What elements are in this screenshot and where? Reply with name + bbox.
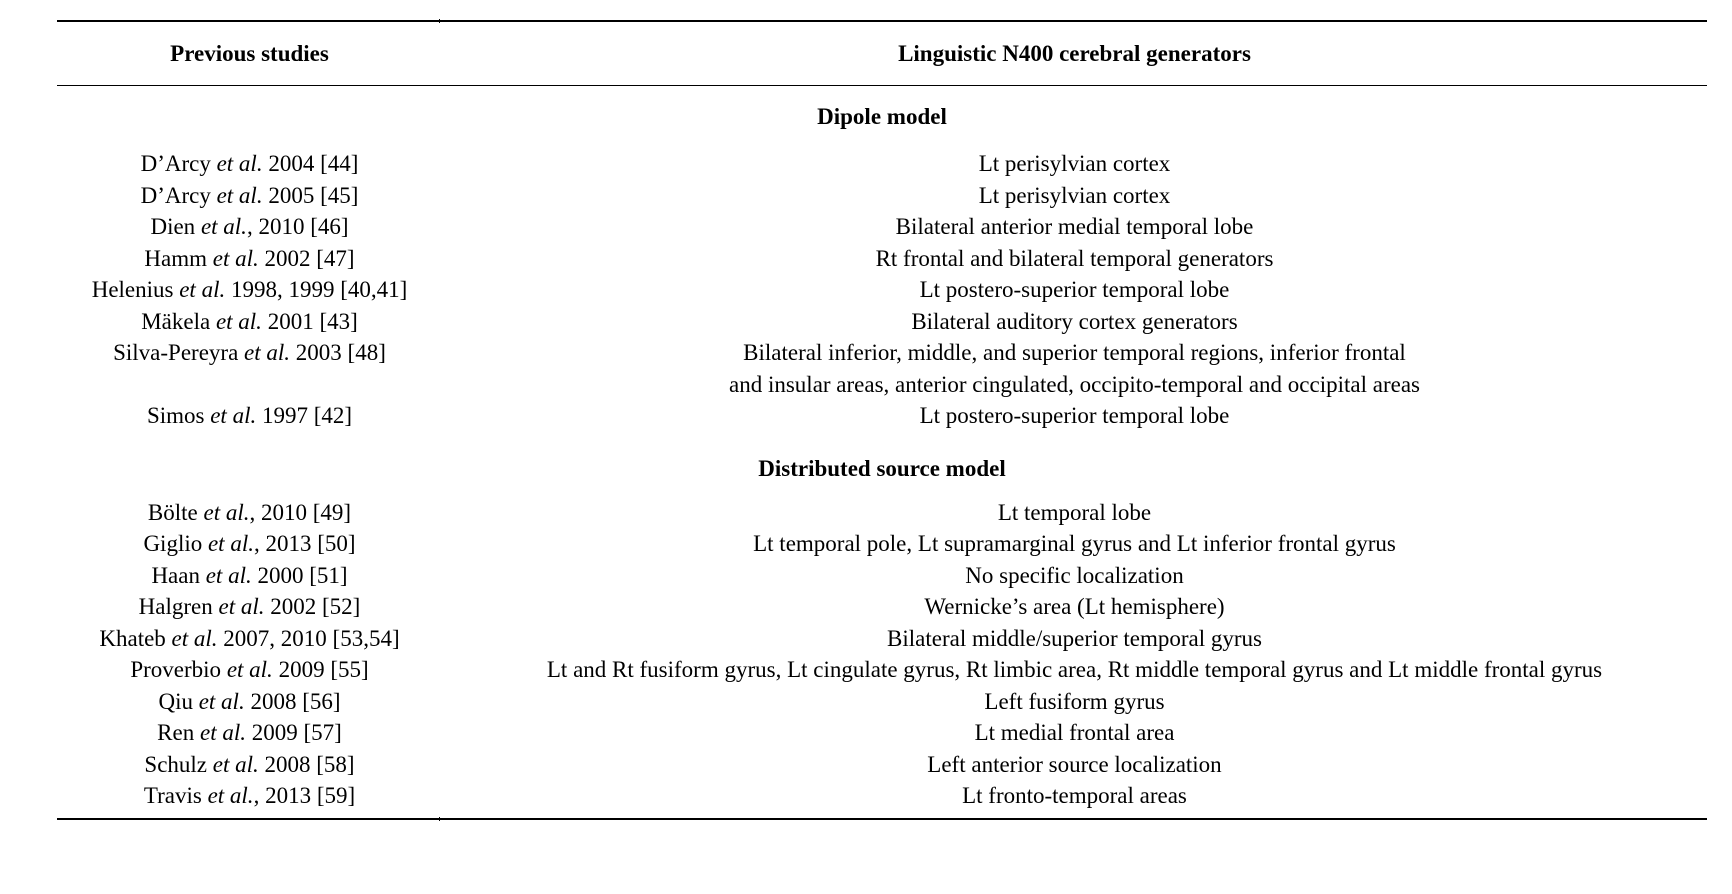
- study-author: Schulz: [144, 751, 208, 777]
- study-citation: [57, 306, 442, 338]
- study-citation: [57, 148, 442, 180]
- study-etal: et al.: [218, 594, 265, 619]
- cerebral-generators: [442, 306, 1707, 338]
- generator-line: Lt postero-superior temporal lobe: [919, 277, 1230, 302]
- study-year-ref: 2007, 2010 [53,54]: [217, 625, 400, 651]
- generator-line: Bilateral inferior, middle, and superior temporal regions, inferior frontal: [743, 340, 1406, 365]
- study-year-ref: 1998, 1999 [40,41]: [225, 277, 408, 302]
- cerebral-generators: [442, 497, 1707, 529]
- cerebral-generators: [442, 243, 1707, 275]
- study-year-ref: 2008 [58]: [258, 751, 355, 777]
- study-citation: [57, 274, 442, 306]
- cerebral-generators: [442, 148, 1707, 180]
- study-etal: et al.: [207, 783, 254, 808]
- generator-line: Lt perisylvian cortex: [978, 182, 1171, 208]
- study-etal: et al.: [216, 151, 263, 176]
- study-author: Qiu: [158, 688, 193, 714]
- table-row: [57, 591, 1707, 623]
- study-author: D’Arcy: [140, 151, 211, 176]
- study-year-ref: 2000 [51]: [251, 562, 348, 588]
- cerebral-generators: [442, 337, 1707, 400]
- generator-line: Bilateral auditory cortex generators: [911, 308, 1238, 334]
- table-bottom-rule: [57, 818, 1707, 820]
- study-etal: et al.: [199, 720, 246, 745]
- study-citation: [57, 400, 442, 432]
- study-author: Halgren: [138, 594, 213, 619]
- cerebral-generators: [442, 623, 1707, 655]
- study-citation: [57, 591, 442, 623]
- generator-line: Rt frontal and bilateral temporal generators: [875, 245, 1274, 271]
- study-etal: et al.: [210, 403, 257, 428]
- cerebral-generators: [442, 560, 1707, 592]
- study-year-ref: 2009 [55]: [272, 657, 369, 682]
- table-row: [57, 180, 1707, 212]
- study-year-ref: , 2010 [49]: [249, 499, 352, 525]
- study-author: Ren: [157, 720, 195, 745]
- table-header-row: [57, 22, 1707, 85]
- study-etal: et al.: [198, 688, 245, 714]
- study-etal: et al.: [212, 245, 259, 271]
- study-etal: et al.: [226, 657, 273, 682]
- study-year-ref: , 2013 [59]: [253, 783, 356, 808]
- study-author: Dien: [150, 214, 196, 239]
- generator-line: No specific localization: [965, 562, 1184, 588]
- study-year-ref: 2004 [44]: [262, 151, 359, 176]
- section-rows-dipole-model: [57, 148, 1707, 432]
- study-citation: [57, 560, 442, 592]
- generator-line: Lt medial frontal area: [974, 720, 1175, 745]
- cerebral-generators: [442, 749, 1707, 781]
- study-citation: [57, 497, 442, 529]
- study-author: Helenius: [91, 277, 174, 302]
- cerebral-generators: [442, 717, 1707, 749]
- cerebral-generators: [442, 686, 1707, 718]
- study-citation: [57, 717, 442, 749]
- generator-line: Lt postero-superior temporal lobe: [919, 403, 1230, 428]
- generator-line: Lt temporal pole, Lt supramarginal gyrus and Lt inferior frontal gyrus: [753, 531, 1396, 556]
- section-title-distributed-source-model: Distributed source model: [758, 455, 1006, 481]
- generator-line: and insular areas, anterior cingulated, occipito-temporal and occipital areas: [729, 371, 1420, 397]
- table-row: [57, 717, 1707, 749]
- study-citation: [57, 211, 442, 243]
- generator-line: Wernicke’s area (Lt hemisphere): [924, 594, 1225, 619]
- section-rows-distributed-source-model: [57, 497, 1707, 812]
- study-etal: et al.: [203, 499, 250, 525]
- n400-generators-table: [57, 20, 1707, 820]
- table-row: [57, 243, 1707, 275]
- cerebral-generators: [442, 400, 1707, 432]
- study-year-ref: 2002 [52]: [264, 594, 361, 619]
- study-citation: [57, 780, 442, 812]
- table-row: [57, 623, 1707, 655]
- cerebral-generators: [442, 591, 1707, 623]
- table-row: [57, 654, 1707, 686]
- table-row: [57, 686, 1707, 718]
- study-year-ref: 2008 [56]: [244, 688, 341, 714]
- generator-line: Left anterior source localization: [927, 751, 1222, 777]
- table-row: [57, 148, 1707, 180]
- study-author: Giglio: [143, 531, 203, 556]
- header-cerebral-generators: Linguistic N400 cerebral generators: [898, 40, 1251, 66]
- table-row: [57, 400, 1707, 432]
- generator-line: Lt temporal lobe: [997, 499, 1152, 525]
- study-author: Mäkela: [141, 308, 211, 334]
- table-row: [57, 528, 1707, 560]
- study-year-ref: 2005 [45]: [262, 182, 359, 208]
- generator-line: Bilateral middle/superior temporal gyrus: [887, 625, 1262, 651]
- cerebral-generators: [442, 780, 1707, 812]
- table-row: [57, 337, 1707, 400]
- study-author: D’Arcy: [140, 182, 211, 208]
- study-etal: et al.: [212, 751, 259, 777]
- table-row: [57, 274, 1707, 306]
- study-year-ref: 1997 [42]: [256, 403, 353, 428]
- study-year-ref: 2002 [47]: [258, 245, 355, 271]
- study-author: Proverbio: [130, 657, 222, 682]
- study-etal: et al.: [216, 182, 263, 208]
- table-top-rule: [57, 20, 1707, 22]
- table-row: [57, 497, 1707, 529]
- study-citation: [57, 654, 442, 686]
- cerebral-generators: [442, 654, 1707, 686]
- study-citation: [57, 623, 442, 655]
- table-row: [57, 749, 1707, 781]
- study-etal: et al.: [244, 340, 291, 365]
- generator-line: Lt and Rt fusiform gyrus, Lt cingulate gyrus, Rt limbic area, Rt middle temporal gyrus and Lt middle frontal gyrus: [546, 657, 1603, 682]
- study-citation: [57, 180, 442, 212]
- study-etal: et al.: [205, 562, 252, 588]
- study-year-ref: , 2013 [50]: [253, 531, 356, 556]
- study-author: Simos: [146, 403, 205, 428]
- table-row: [57, 306, 1707, 338]
- study-etal: et al.: [207, 531, 254, 556]
- study-etal: et al.: [200, 214, 247, 239]
- section-title-dipole-model: Dipole model: [817, 104, 947, 129]
- table-row: [57, 560, 1707, 592]
- generator-line: Lt perisylvian cortex: [978, 151, 1171, 176]
- header-previous-studies: Previous studies: [170, 40, 329, 66]
- study-author: Silva-Pereyra: [113, 340, 239, 365]
- study-citation: [57, 749, 442, 781]
- cerebral-generators: [442, 528, 1707, 560]
- study-author: Travis: [143, 783, 202, 808]
- cerebral-generators: [442, 180, 1707, 212]
- study-etal: et al.: [215, 308, 262, 334]
- cerebral-generators: [442, 211, 1707, 243]
- study-year-ref: 2001 [43]: [261, 308, 358, 334]
- study-year-ref: , 2010 [46]: [246, 214, 349, 239]
- generator-line: Lt fronto-temporal areas: [962, 783, 1187, 808]
- study-author: Bölte: [147, 499, 198, 525]
- study-author: Hamm: [144, 245, 208, 271]
- study-citation: [57, 528, 442, 560]
- generator-line: Left fusiform gyrus: [984, 688, 1165, 714]
- study-year-ref: 2009 [57]: [245, 720, 342, 745]
- study-author: Haan: [151, 562, 200, 588]
- study-etal: et al.: [179, 277, 226, 302]
- study-author: Khateb: [99, 625, 166, 651]
- table-row: [57, 780, 1707, 812]
- study-etal: et al.: [171, 625, 218, 651]
- study-year-ref: 2003 [48]: [290, 340, 386, 365]
- generator-line: Bilateral anterior medial temporal lobe: [895, 214, 1254, 239]
- study-citation: [57, 337, 442, 400]
- table-row: [57, 211, 1707, 243]
- study-citation: [57, 686, 442, 718]
- cerebral-generators: [442, 274, 1707, 306]
- study-citation: [57, 243, 442, 275]
